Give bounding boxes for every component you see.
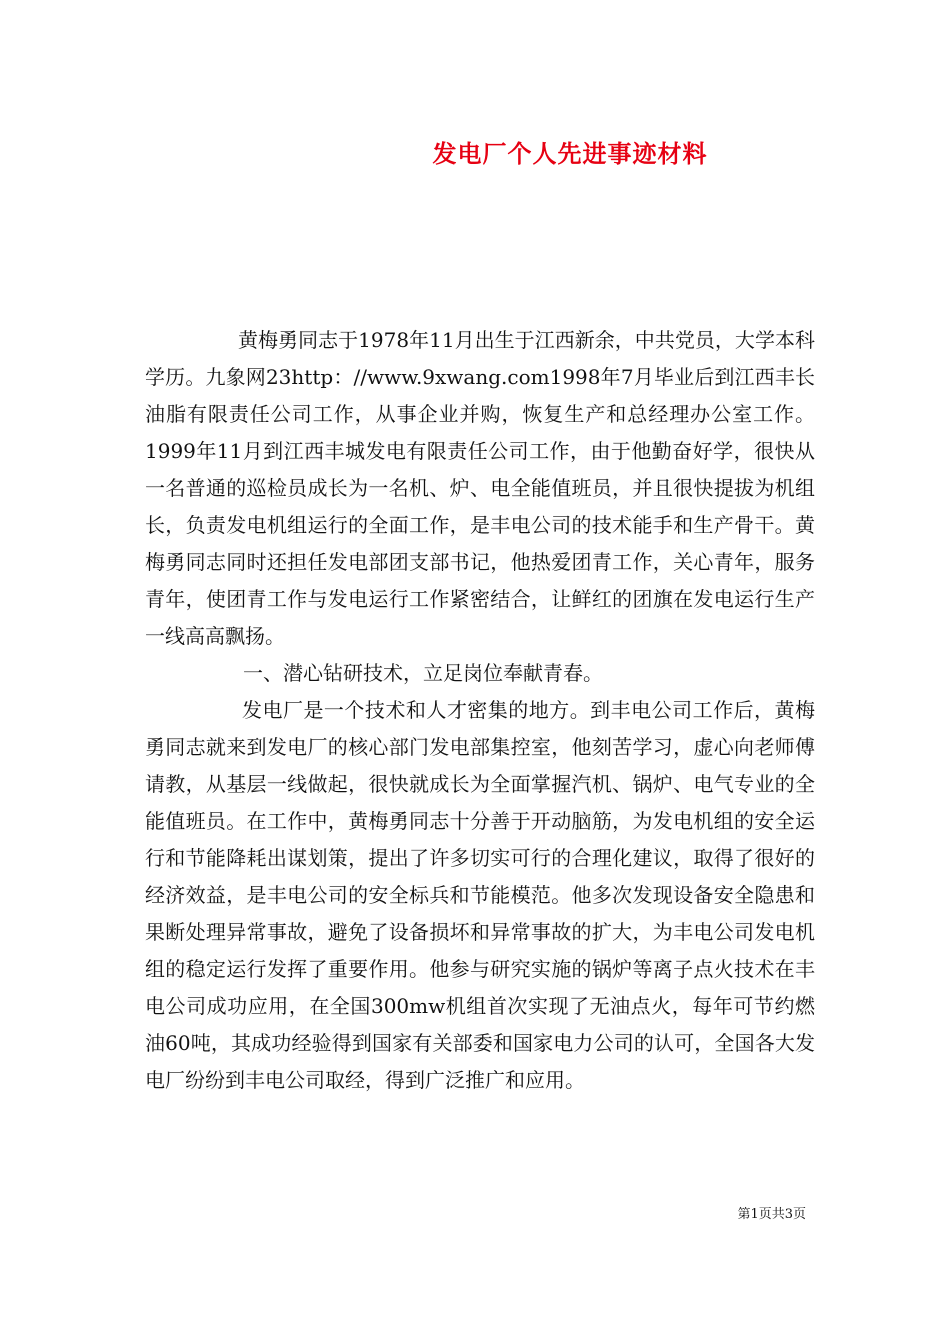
- paragraph-section-1: 发电厂是一个技术和人才密集的地方。到丰电公司工作后，黄梅勇同志就来到发电厂的核心部门发电部集控室，他刻苦学习，虚心向老师傅请教，从基层一线做起，很快就成长为全面掌握汽机、锅炉、电气专业的全能值班员。在工作中，黄梅勇同志十分善于开动脑筋，为发电机组的安全运行和节能降耗出谋划策，提出了许多切实可行的合理化建议，取得了很好的经济效益，是丰电公司的安全标兵和节能模范。他多次发现设备安全隐患和果断处理异常事故，避免了设备损坏和异常事故的扩大，为丰电公司发电机组的稳定运行发挥了重要作用。他参与研究实施的锅炉等离子点火技术在丰电公司成功应用，在全国300mw机组首次实现了无油点火，每年可节约燃油60吨，其成功经验得到国家有关部委和国家电力公司的认可，全国各大发电厂纷纷到丰电公司取经，得到广泛推广和应用。: [145, 698, 815, 1092]
- document-title: 发电厂个人先进事迹材料: [432, 139, 708, 168]
- page-number-footer: 第1页共3页: [737, 1207, 806, 1222]
- paragraph-intro: 黄梅勇同志于1978年11月出生于江西新余，中共党员，大学本科学历。九象网23http：//www.9xwang.com1998年7月毕业后到江西丰长油脂有限责任公司工作，从事企业并购，恢复生产和总经理办公室工作。1999年11月到江西丰城发电有限责任公司工作，由于他勤奋好学，很快从一名普通的巡检员成长为一名机、炉、电全能值班员，并且很快提拔为机组长，负责发电机组运行的全面工作，是丰电公司的技术能手和生产骨干。黄梅勇同志同时还担任发电部团支部书记，他热爱团青工作，关心青年，服务青年，使团青工作与发电运行工作紧密结合，让鲜红的团旗在发电运行生产一线高高飘扬。: [145, 328, 815, 648]
- document-body: [145, 322, 815, 1099]
- section-heading-1: 一、潜心钻研技术，立足岗位奉献青春。: [243, 661, 603, 685]
